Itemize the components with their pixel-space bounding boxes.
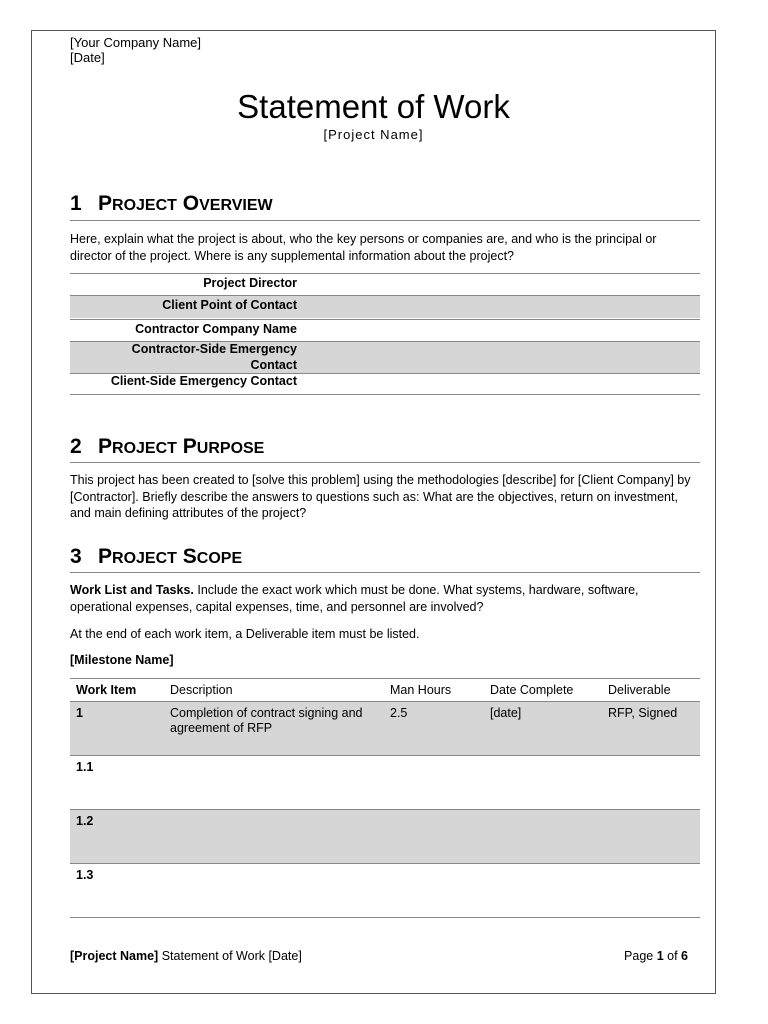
heading-initial: P xyxy=(182,435,197,458)
footer-doc-title: Statement of Work [Date] xyxy=(158,949,302,963)
column-header: Deliverable xyxy=(602,679,700,702)
document-page xyxy=(31,30,716,994)
deliverable-cell: RFP, Signed xyxy=(602,702,700,756)
page-of: of xyxy=(663,949,682,963)
work-item-cell: 1.2 xyxy=(70,810,164,864)
purpose-paragraph: This project has been created to [solve this problem] using the methodologies [describe] for [Client Company] by [Contractor]. Briefly describe the answers to questions such as: What are the objectives, return on investment, and main defining attributes of the project? xyxy=(70,473,691,520)
table-header-row xyxy=(70,679,700,702)
table-row xyxy=(70,702,700,756)
description-cell xyxy=(164,864,384,918)
description-cell xyxy=(164,756,384,810)
description-cell xyxy=(164,810,384,864)
section-rule xyxy=(70,462,700,463)
heading-initial: O xyxy=(182,192,200,215)
milestone-name: [Milestone Name] xyxy=(70,653,174,667)
man-hours-cell xyxy=(384,756,484,810)
heading-rest: ROJECT xyxy=(112,440,177,457)
heading-rest: COPE xyxy=(196,550,243,567)
header-date: [Date] xyxy=(70,50,105,65)
contact-label: Contractor-Side Emergency Contact xyxy=(131,342,297,372)
contact-label: Contractor Company Name xyxy=(135,322,297,336)
deliverable-cell xyxy=(602,810,700,864)
contact-label: Project Director xyxy=(203,276,297,290)
date-complete-cell xyxy=(484,864,602,918)
contact-row xyxy=(70,341,700,373)
work-items-table xyxy=(70,678,700,918)
section-number: 2 xyxy=(70,435,82,458)
deliverable-cell xyxy=(602,756,700,810)
page-footer xyxy=(70,949,700,963)
date-complete-cell: [date] xyxy=(484,702,602,756)
column-header: Description xyxy=(164,679,384,702)
overview-paragraph: Here, explain what the project is about, who the key persons or companies are, and who is the principal or director of the project. Where is any supplemental information about the project? xyxy=(70,232,657,263)
footer-left xyxy=(70,949,302,963)
section-heading-scope xyxy=(70,545,242,571)
contact-label: Client Point of Contact xyxy=(162,298,297,312)
section-heading-purpose xyxy=(70,435,264,461)
man-hours-cell xyxy=(384,864,484,918)
column-header: Man Hours xyxy=(384,679,484,702)
section-heading-overview xyxy=(70,192,273,218)
table-row xyxy=(70,756,700,810)
section-rule xyxy=(70,220,700,221)
date-complete-cell xyxy=(484,756,602,810)
work-item-cell: 1.1 xyxy=(70,756,164,810)
heading-initial: P xyxy=(98,435,113,458)
project-name-subtitle: [Project Name] xyxy=(323,127,424,142)
work-list-lead: Work List and Tasks. xyxy=(70,583,194,597)
contact-row xyxy=(70,319,700,341)
work-item-cell: 1 xyxy=(70,702,164,756)
heading-initial: P xyxy=(98,192,113,215)
document-title: Statement of Work xyxy=(237,88,510,125)
column-header: Work Item xyxy=(70,679,164,702)
heading-rest: VERVIEW xyxy=(199,197,273,214)
page-total: 6 xyxy=(681,949,688,963)
column-header: Date Complete xyxy=(484,679,602,702)
work-list-text: Include the exact work which must be done. What systems, hardware, software, operational expenses, capital expenses, time, and personnel are involved? xyxy=(70,583,639,614)
heading-initial: P xyxy=(98,545,113,568)
deliverable-note: At the end of each work item, a Deliverable item must be listed. xyxy=(70,627,420,641)
work-list-paragraph xyxy=(70,582,700,615)
table-row xyxy=(70,864,700,918)
table-row xyxy=(70,810,700,864)
work-item-cell: 1.3 xyxy=(70,864,164,918)
page-current: 1 xyxy=(656,949,664,963)
man-hours-cell xyxy=(384,810,484,864)
deliverable-cell xyxy=(602,864,700,918)
heading-rest: ROJECT xyxy=(112,550,177,567)
section-rule xyxy=(70,572,700,573)
date-complete-cell xyxy=(484,810,602,864)
heading-initial: S xyxy=(182,545,197,568)
section-number: 3 xyxy=(70,545,82,568)
contact-row xyxy=(70,373,700,395)
contact-row xyxy=(70,274,700,295)
heading-rest: URPOSE xyxy=(196,440,265,457)
page-number xyxy=(624,949,688,963)
footer-project-name: [Project Name] xyxy=(70,949,159,963)
description-cell: Completion of contract signing and agreement of RFP xyxy=(164,702,384,756)
contact-label: Client-Side Emergency Contact xyxy=(110,374,297,388)
section-number: 1 xyxy=(70,192,82,215)
man-hours-cell: 2.5 xyxy=(384,702,484,756)
company-name: [Your Company Name] xyxy=(70,35,202,50)
contact-row xyxy=(70,295,700,318)
heading-rest: ROJECT xyxy=(112,197,177,214)
page-prefix: Page xyxy=(624,949,657,963)
